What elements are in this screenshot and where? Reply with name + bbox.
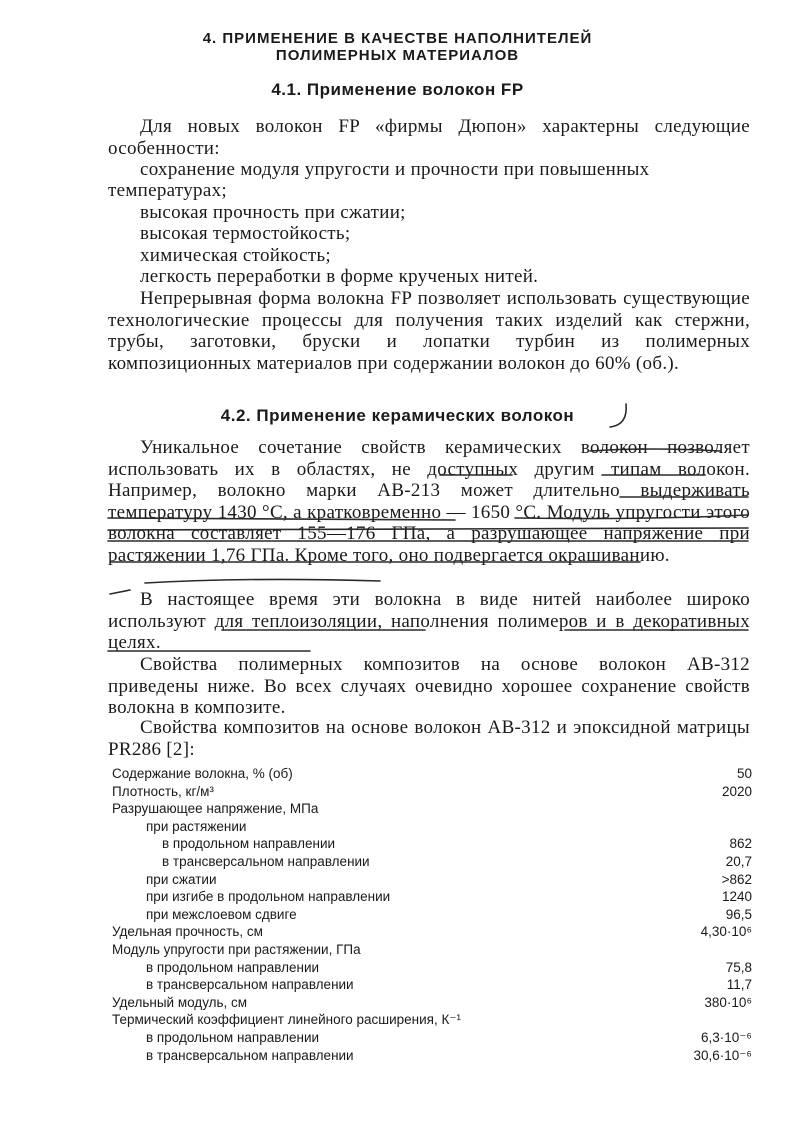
table-row	[112, 836, 752, 854]
table-row-label: в продольном направлении	[162, 836, 336, 852]
paragraph-ceramic: Уникальное сочетание свойств керамических волокон позволяет использовать их в областях, не доступных другим типам волокон. Например, волокно марки AB-213 может длительно выдерживать температуру 1430 °C, а кратковременно — 1650 °C. Модуль упругости этого волокна составляет 155—176 ГПа, а разрушающее напряжение при растяжении 1,76 ГПа. Кроме того, оно подвергается окрашиванию.	[108, 437, 750, 566]
table-row-value: >862	[721, 871, 752, 887]
table-row	[112, 784, 752, 802]
table-row-value: 75,8	[725, 959, 752, 975]
list-item: химическая стойкость;	[140, 245, 331, 266]
underline-mark	[145, 579, 380, 583]
table-row	[112, 1048, 752, 1066]
table-row	[112, 801, 752, 819]
table-row	[112, 819, 752, 837]
table-row-label: в трансверсальном направлении	[146, 977, 354, 993]
table-row-label: Модуль упругости при растяжении, ГПа	[112, 941, 361, 957]
table-row	[112, 1030, 752, 1048]
table-row-value: 50	[736, 766, 752, 781]
list-item: высокая прочность при сжатии;	[140, 202, 406, 223]
table-row-label: Содержание волокна, % (об)	[112, 766, 293, 781]
table-row-label: в продольном направлении	[146, 959, 320, 975]
table-row-label: в трансверсальном направлении	[146, 1047, 354, 1063]
table-row-value: 20,7	[725, 853, 752, 869]
table-row-label: Плотность, кг/м³	[112, 783, 214, 799]
table-row-label: Термический коэффициент линейного расширения, К⁻¹	[112, 1012, 461, 1028]
table-row-value: 1240	[721, 889, 752, 905]
table-row-value: 6,3·10⁻⁶	[701, 1029, 752, 1045]
section-title-line2: ПОЛИМЕРНЫХ МАТЕРИАЛОВ	[275, 47, 520, 64]
table-row-label: в трансверсальном направлении	[162, 853, 370, 869]
section-title-line1: 4. ПРИМЕНЕНИЕ В КАЧЕСТВЕ НАПОЛНИТЕЛЕЙ	[202, 30, 593, 47]
table-row-label: в продольном направлении	[146, 1029, 320, 1045]
paragraph-applications: В настоящее время эти волокна в виде нитей наиболее широко используют для теплоизоляции, наполнения полимеров и в декоративных целях.	[108, 589, 750, 653]
subsection-heading-4-1: 4.1. Применение волокон FP	[271, 80, 524, 99]
list-item: температурах;	[108, 180, 227, 201]
list-item: сохранение модуля упругости и прочности при повышенных	[140, 159, 650, 180]
table-row-label: при межслоевом сдвиге	[146, 906, 297, 922]
table-row	[112, 854, 752, 872]
table-row-value: 862	[729, 836, 752, 852]
table-row	[112, 995, 752, 1013]
table-row	[112, 960, 752, 978]
table-row-label: Удельная прочность, см	[112, 924, 263, 940]
paragraph-composites: Свойства полимерных композитов на основе волокон AB-312 приведены ниже. Во всех случаях очевидно хорошее сохранение свойств волокна в композите.	[108, 654, 750, 718]
table-row-label: при изгибе в продольном направлении	[146, 889, 391, 905]
table-row-label: Удельный модуль, см	[112, 994, 248, 1010]
table-row	[112, 924, 752, 942]
table-row-value: 30,6·10⁻⁶	[693, 1047, 752, 1063]
table-row	[112, 942, 752, 960]
table-row	[112, 872, 752, 890]
table-row-value: 380·10⁶	[704, 994, 752, 1010]
paragraph-intro: Для новых волокон FP «фирмы Дюпон» характерны следующие особенности:	[108, 116, 750, 159]
paragraph-table-intro: Свойства композитов на основе волокон AB-312 и эпоксидной матрицы PR286 [2]:	[108, 717, 750, 760]
subsection-heading-4-2: 4.2. Применение керамических волокон	[220, 406, 575, 425]
table-row	[112, 889, 752, 907]
table-row-value: 11,7	[726, 977, 752, 993]
list-item: высокая термостойкость;	[140, 223, 351, 244]
table-row-label: Разрушающее напряжение, МПа	[112, 801, 319, 817]
table-row	[112, 907, 752, 925]
table-row-value: 4,30·10⁶	[700, 924, 752, 940]
paragraph-fp: Непрерывная форма волокна FP позволяет использовать существующие технологические процессы для получения таких изделий как стержни, трубы, заготовки, бруски и лопатки турбин из полимерных композиционных материалов при содержании волокон до 60% (об.).	[108, 288, 750, 374]
list-item: легкость переработки в форме крученых нитей.	[140, 266, 539, 287]
table-row	[112, 1012, 752, 1030]
table-row-value: 96,5	[725, 906, 752, 922]
table-row-value: 2020	[721, 783, 752, 799]
table-row	[112, 977, 752, 995]
table-row	[112, 766, 752, 784]
properties-table	[112, 766, 752, 1065]
table-row-label: при сжатии	[146, 871, 217, 887]
table-row-label: при растяжении	[146, 818, 247, 834]
